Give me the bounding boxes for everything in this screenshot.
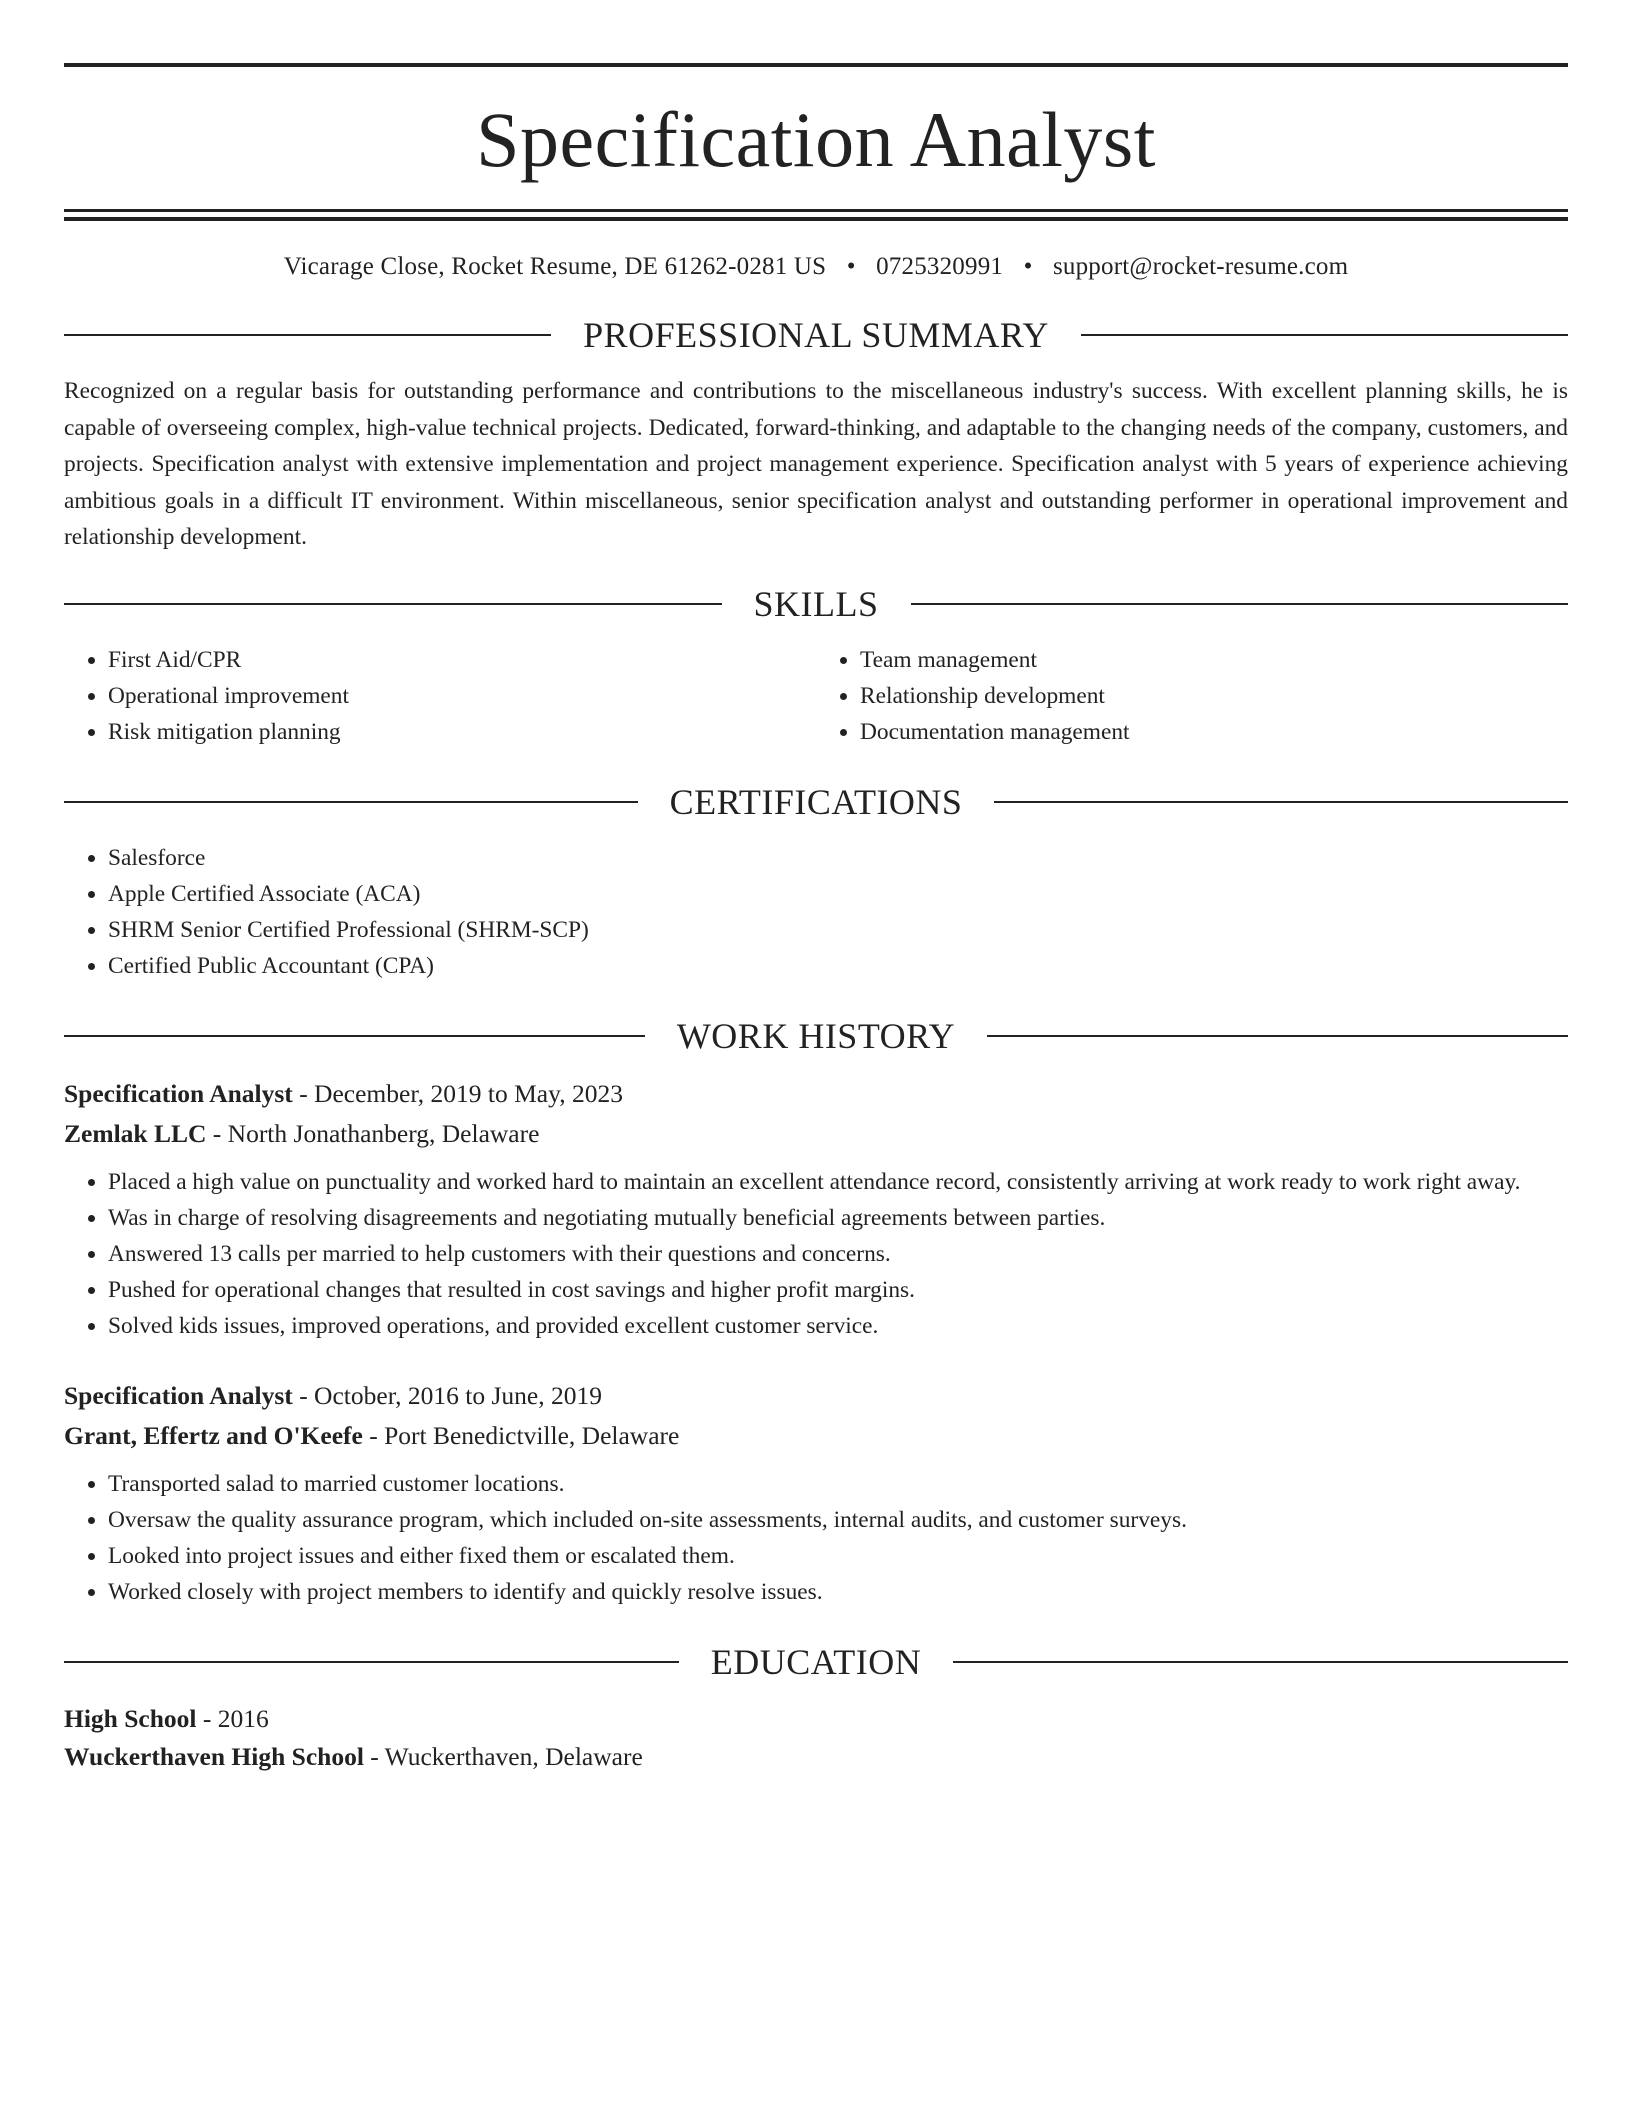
section-rule	[953, 1661, 1568, 1663]
job-bullet: • Pushed for operational changes that resulted in cost savings and higher profit margins.	[108, 1272, 1568, 1308]
summary-text: Recognized on a regular basis for outstanding performance and contributions to the miscellaneous industry's success. With excellent planning skills, he is capable of overseeing complex, high-value technical projects. Dedicated, forward-thinking, and adaptable to the changing needs of the company, customers, and projects. Specification analyst with extensive implementation and project management experience. Specification analyst with 5 years of experience achieving ambitious goals in a difficult IT environment. Within miscellaneous, senior specification analyst and outstanding performer in operational improvement and relationship development.	[64, 378, 1568, 550]
job-bullet: • Worked closely with project members to identify and quickly resolve issues.	[108, 1574, 1568, 1610]
job-bullets	[64, 1466, 1568, 1610]
certification-item: • Salesforce	[108, 840, 1568, 876]
section-rule	[64, 334, 551, 336]
section-header-skills	[64, 583, 1568, 624]
section-rule	[911, 603, 1569, 605]
job-bullet: • Solved kids issues, improved operations, and provided excellent customer service.	[108, 1308, 1568, 1344]
skills-column-left	[64, 642, 816, 750]
job-bullet: • Was in charge of resolving disagreements and negotiating mutually beneficial agreements between parties.	[108, 1200, 1568, 1236]
job-bullet: • Transported salad to married customer locations.	[108, 1466, 1568, 1502]
section-rule	[64, 801, 638, 803]
job-bullet: • Placed a high value on punctuality and worked hard to maintain an excellent attendance record, consistently arriving at work ready to work right away.	[108, 1164, 1568, 1200]
education-degree: High School	[64, 1703, 197, 1733]
job-title: Specification Analyst	[64, 1380, 293, 1410]
job-entry	[64, 1376, 1568, 1610]
contact-phone: 0725320991	[876, 253, 1004, 280]
section-title-skills: SKILLS	[753, 583, 879, 624]
skill-item: • Documentation management	[860, 714, 1568, 750]
skill-item: • Relationship development	[860, 678, 1568, 714]
contact-email: support@rocket-resume.com	[1052, 253, 1349, 280]
education-school-line	[64, 1738, 1568, 1776]
job-location: - North Jonathanberg, Delaware	[206, 1118, 540, 1148]
job-dates: - December, 2019 to May, 2023	[292, 1078, 623, 1108]
certification-item: • Certified Public Accountant (CPA)	[108, 948, 1568, 984]
job-bullets	[64, 1164, 1568, 1344]
contact-separator: •	[1023, 253, 1033, 280]
resume-page	[64, 0, 1568, 1776]
certification-item: • Apple Certified Associate (ACA)	[108, 876, 1568, 912]
section-title-summary: PROFESSIONAL SUMMARY	[583, 315, 1049, 355]
contact-address: Vicarage Close, Rocket Resume, DE 61262-0281 US	[283, 253, 827, 280]
skills-column-right	[816, 642, 1568, 750]
section-title-certifications: CERTIFICATIONS	[669, 781, 963, 822]
education-location: - Wuckerthaven, Delaware	[363, 1741, 643, 1771]
section-rule	[64, 603, 722, 605]
education-degree-line	[64, 1700, 1568, 1738]
job-location: - Port Benedictville, Delaware	[362, 1420, 680, 1450]
section-header-summary	[64, 317, 1568, 353]
job-bullet: • Answered 13 calls per married to help customers with their questions and concerns.	[108, 1236, 1568, 1272]
skill-item: • Risk mitigation planning	[108, 714, 816, 750]
job-company-line	[64, 1114, 1568, 1154]
contact-line	[64, 253, 1568, 281]
section-header-education	[64, 1641, 1568, 1682]
section-header-certifications	[64, 781, 1568, 822]
skill-item: • Team management	[860, 642, 1568, 678]
contact-separator: •	[846, 253, 856, 280]
skills-list	[64, 642, 1568, 750]
job-dates: - October, 2016 to June, 2019	[292, 1380, 602, 1410]
job-bullet: • Oversaw the quality assurance program, which included on-site assessments, internal audits, and customer surveys.	[108, 1502, 1568, 1538]
candidate-name: Specification Analyst	[476, 96, 1156, 183]
job-bullet: • Looked into project issues and either fixed them or escalated them.	[108, 1538, 1568, 1574]
skill-item: • First Aid/CPR	[108, 642, 816, 678]
section-rule	[64, 1035, 645, 1037]
job-entry	[64, 1074, 1568, 1344]
section-rule	[987, 1035, 1568, 1037]
section-rule	[1081, 334, 1568, 336]
section-title-education: EDUCATION	[710, 1641, 922, 1682]
certification-item: • SHRM Senior Certified Professional (SHRM-SCP)	[108, 912, 1568, 948]
job-company-line	[64, 1416, 1568, 1456]
job-title-line	[64, 1074, 1568, 1114]
section-header-work	[64, 1015, 1568, 1056]
job-company: Grant, Effertz and O'Keefe	[64, 1420, 363, 1450]
certifications-list	[64, 840, 1568, 984]
education-year: - 2016	[196, 1703, 269, 1733]
job-title: Specification Analyst	[64, 1078, 293, 1108]
skill-item: • Operational improvement	[108, 678, 816, 714]
section-title-work: WORK HISTORY	[676, 1015, 956, 1056]
job-company: Zemlak LLC	[64, 1118, 207, 1148]
section-rule	[994, 801, 1568, 803]
double-rule	[64, 209, 1568, 221]
job-title-line	[64, 1376, 1568, 1416]
section-rule	[64, 1661, 679, 1663]
education-school: Wuckerthaven High School	[64, 1741, 364, 1771]
